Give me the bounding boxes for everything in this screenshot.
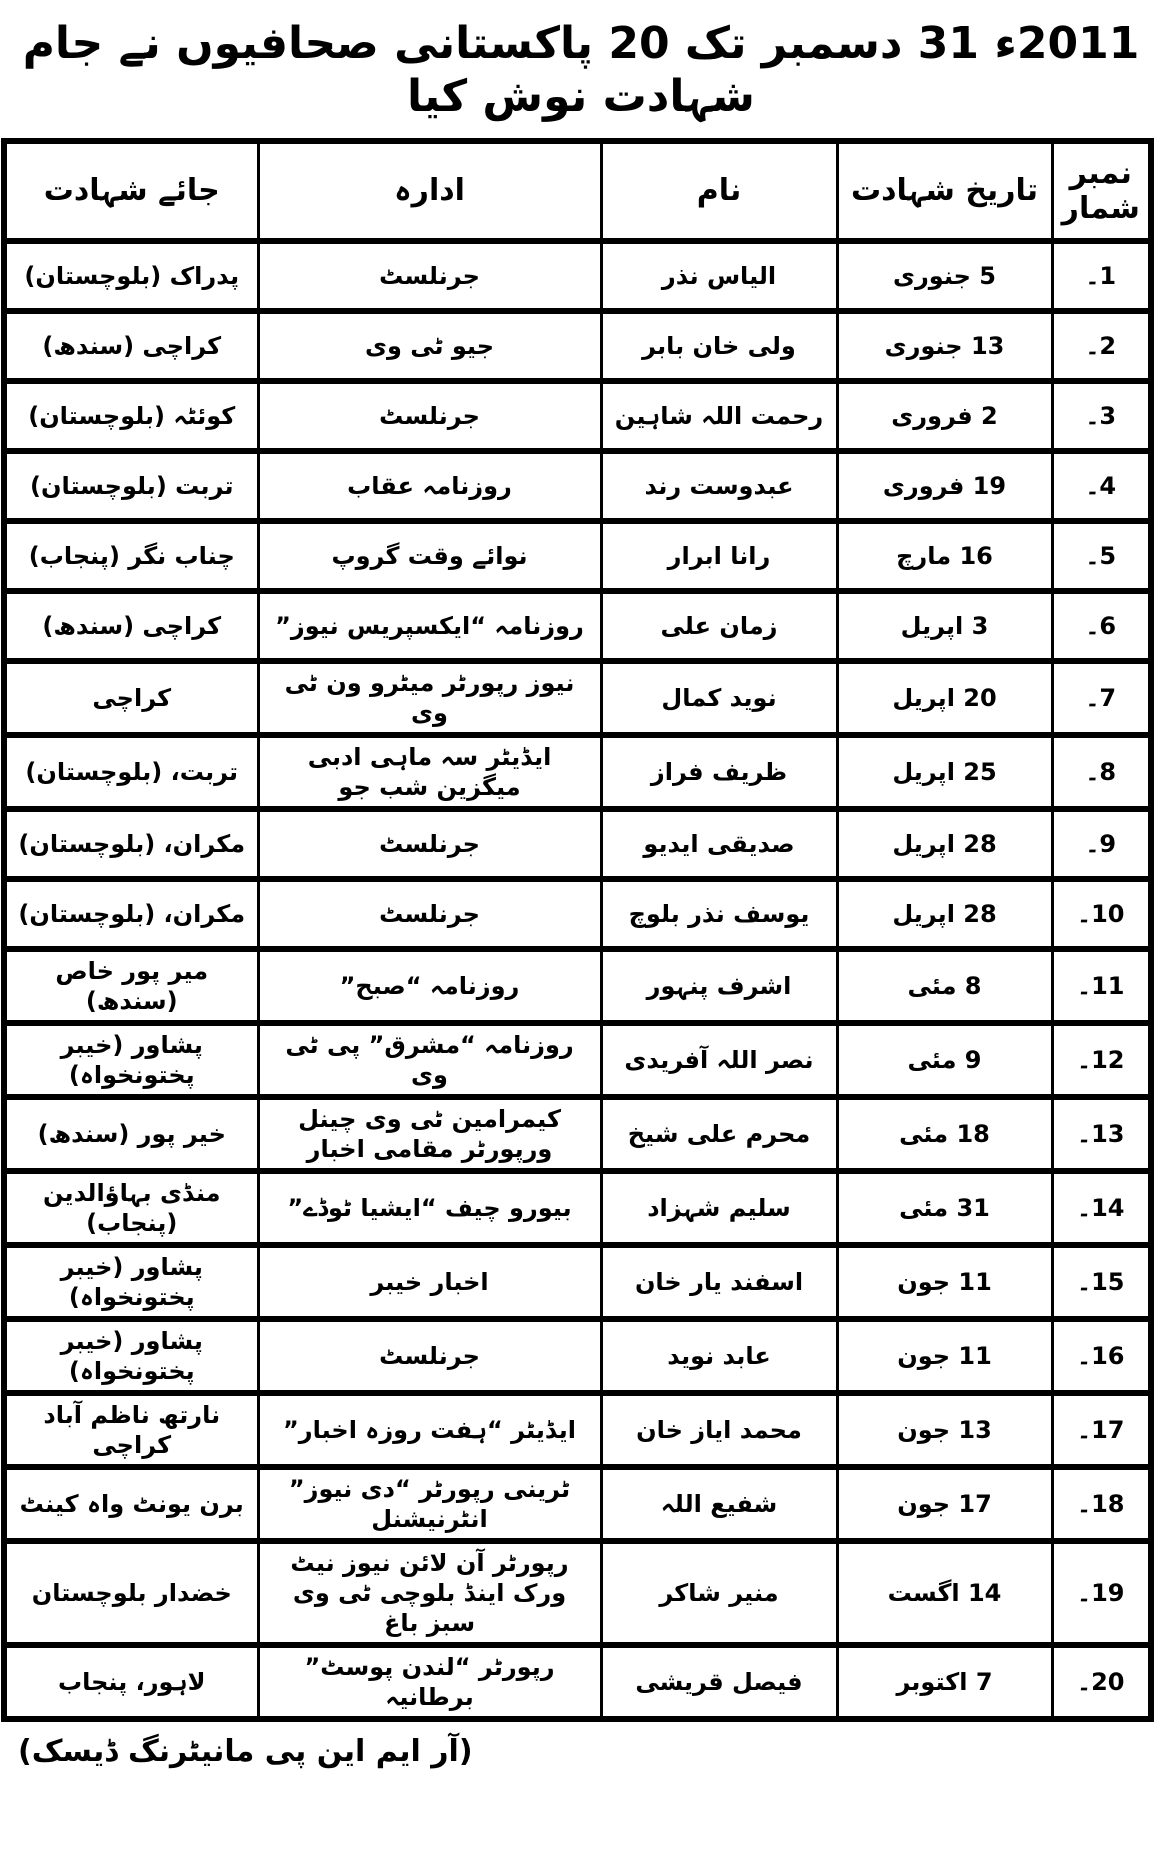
table-row [4, 1245, 1151, 1319]
table-row [4, 1467, 1151, 1541]
cell-serial: 18۔ [1052, 1467, 1151, 1541]
source-credit: (آر ایم این پی مانیٹرنگ ڈیسک) [18, 1733, 473, 1769]
cell-place: تربت (بلوچستان) [4, 451, 258, 521]
cell-name: اسفند یار خان [601, 1245, 837, 1319]
cell-place: پشاور (خیبر پختونخواہ) [4, 1319, 258, 1393]
cell-name: زمان علی [601, 591, 837, 661]
cell-serial: 9۔ [1052, 809, 1151, 879]
cell-organization: روزنامہ “مشرق” پی ٹی وی [258, 1023, 601, 1097]
cell-serial: 10۔ [1052, 879, 1151, 949]
table-row [4, 1393, 1151, 1467]
cell-organization: رپورٹر “لندن پوسٹ” برطانیہ [258, 1645, 601, 1719]
cell-name: ظریف فراز [601, 735, 837, 809]
table-row [4, 809, 1151, 879]
cell-date: 19 فروری [837, 451, 1052, 521]
header-cell-organization: ادارہ [258, 141, 601, 241]
cell-date: 18 مئی [837, 1097, 1052, 1171]
cell-organization: جیو ٹی وی [258, 311, 601, 381]
cell-serial: 7۔ [1052, 661, 1151, 735]
table-row [4, 381, 1151, 451]
cell-name: عبدوست رند [601, 451, 837, 521]
cell-serial: 6۔ [1052, 591, 1151, 661]
table-row [4, 879, 1151, 949]
cell-name: یوسف نذر بلوچ [601, 879, 837, 949]
cell-place: کراچی (سندھ) [4, 311, 258, 381]
cell-organization: جرنلسٹ [258, 809, 601, 879]
cell-organization: جرنلسٹ [258, 1319, 601, 1393]
cell-date: 28 اپریل [837, 879, 1052, 949]
cell-name: نوید کمال [601, 661, 837, 735]
cell-name: شفیع اللہ [601, 1467, 837, 1541]
cell-organization: ایڈیٹر سہ ماہی ادبی میگزین شب جو [258, 735, 601, 809]
cell-date: 5 جنوری [837, 241, 1052, 311]
table-row [4, 735, 1151, 809]
cell-date: 16 مارچ [837, 521, 1052, 591]
cell-date: 11 جون [837, 1319, 1052, 1393]
cell-serial: 5۔ [1052, 521, 1151, 591]
table-row [4, 241, 1151, 311]
cell-serial: 13۔ [1052, 1097, 1151, 1171]
cell-place: مکران، (بلوچستان) [4, 809, 258, 879]
cell-name: محرم علی شیخ [601, 1097, 837, 1171]
table-row [4, 521, 1151, 591]
cell-serial: 14۔ [1052, 1171, 1151, 1245]
header-cell-place: جائے شہادت [4, 141, 258, 241]
cell-name: ولی خان بابر [601, 311, 837, 381]
journalists-table [1, 138, 1154, 1722]
cell-serial: 15۔ [1052, 1245, 1151, 1319]
table-row [4, 451, 1151, 521]
cell-date: 17 جون [837, 1467, 1052, 1541]
table-row [4, 949, 1151, 1023]
table-row [4, 1023, 1151, 1097]
cell-name: منیر شاکر [601, 1541, 837, 1645]
cell-serial: 19۔ [1052, 1541, 1151, 1645]
cell-place: پشاور (خیبر پختونخواہ) [4, 1023, 258, 1097]
table-row [4, 1541, 1151, 1645]
cell-name: عابد نوید [601, 1319, 837, 1393]
table-row [4, 661, 1151, 735]
cell-place: پدراک (بلوچستان) [4, 241, 258, 311]
cell-organization: روزنامہ “صبح” [258, 949, 601, 1023]
cell-place: میر پور خاص (سندھ) [4, 949, 258, 1023]
cell-name: سلیم شہزاد [601, 1171, 837, 1245]
cell-name: رحمت اللہ شاہین [601, 381, 837, 451]
cell-organization: ایڈیٹر “ہفت روزہ اخبار” [258, 1393, 601, 1467]
cell-date: 31 مئی [837, 1171, 1052, 1245]
cell-name: فیصل قریشی [601, 1645, 837, 1719]
cell-name: محمد ایاز خان [601, 1393, 837, 1467]
cell-organization: کیمرامین ٹی وی چینل ورپورٹر مقامی اخبار [258, 1097, 601, 1171]
header-cell-date: تاریخ شہادت [837, 141, 1052, 241]
cell-date: 8 مئی [837, 949, 1052, 1023]
cell-serial: 2۔ [1052, 311, 1151, 381]
cell-date: 7 اکتوبر [837, 1645, 1052, 1719]
table-row [4, 591, 1151, 661]
cell-date: 3 اپریل [837, 591, 1052, 661]
cell-organization: بیورو چیف “ایشیا ٹوڈے” [258, 1171, 601, 1245]
cell-place: چناب نگر (پنجاب) [4, 521, 258, 591]
cell-place: خیر پور (سندھ) [4, 1097, 258, 1171]
cell-place: کراچی (سندھ) [4, 591, 258, 661]
cell-organization: روزنامہ عقاب [258, 451, 601, 521]
cell-organization: جرنلسٹ [258, 381, 601, 451]
cell-place: کراچی [4, 661, 258, 735]
cell-place: مکران، (بلوچستان) [4, 879, 258, 949]
table-row [4, 1319, 1151, 1393]
table-row [4, 1171, 1151, 1245]
cell-name: نصر اللہ آفریدی [601, 1023, 837, 1097]
cell-name: صدیقی ایدیو [601, 809, 837, 879]
cell-date: 2 فروری [837, 381, 1052, 451]
cell-serial: 16۔ [1052, 1319, 1151, 1393]
header-cell-name: نام [601, 141, 837, 241]
cell-organization: ٹرینی رپورٹر “دی نیوز” انٹرنیشنل [258, 1467, 601, 1541]
page-title: 2011ء 31 دسمبر تک 20 پاکستانی صحافیوں نے جام شہادت نوش کیا [22, 18, 1140, 122]
cell-organization: نوائے وقت گروپ [258, 521, 601, 591]
table-row [4, 1645, 1151, 1719]
table-row [4, 1097, 1151, 1171]
cell-organization: جرنلسٹ [258, 879, 601, 949]
cell-serial: 4۔ [1052, 451, 1151, 521]
cell-name: الیاس نذر [601, 241, 837, 311]
cell-place: خضدار بلوچستان [4, 1541, 258, 1645]
cell-date: 9 مئی [837, 1023, 1052, 1097]
cell-place: برن یونٹ واہ کینٹ [4, 1467, 258, 1541]
cell-date: 14 اگست [837, 1541, 1052, 1645]
cell-organization: رپورٹر آن لائن نیوز نیٹ ورک اینڈ بلوچی ٹی وی سبز باغ [258, 1541, 601, 1645]
cell-date: 20 اپریل [837, 661, 1052, 735]
cell-place: لاہور، پنجاب [4, 1645, 258, 1719]
table-row [4, 311, 1151, 381]
table-header-row [4, 141, 1151, 241]
cell-serial: 17۔ [1052, 1393, 1151, 1467]
cell-serial: 20۔ [1052, 1645, 1151, 1719]
cell-place: تربت، (بلوچستان) [4, 735, 258, 809]
cell-date: 25 اپریل [837, 735, 1052, 809]
cell-organization: جرنلسٹ [258, 241, 601, 311]
cell-serial: 1۔ [1052, 241, 1151, 311]
cell-date: 13 جنوری [837, 311, 1052, 381]
cell-name: اشرف پنہور [601, 949, 837, 1023]
cell-place: نارتھ ناظم آباد کراچی [4, 1393, 258, 1467]
cell-name: رانا ابرار [601, 521, 837, 591]
cell-serial: 8۔ [1052, 735, 1151, 809]
cell-serial: 11۔ [1052, 949, 1151, 1023]
cell-organization: نیوز رپورٹر میٹرو ون ٹی وی [258, 661, 601, 735]
header-cell-serial: نمبر شمار [1052, 141, 1151, 241]
cell-date: 28 اپریل [837, 809, 1052, 879]
cell-place: کوئٹہ (بلوچستان) [4, 381, 258, 451]
cell-date: 13 جون [837, 1393, 1052, 1467]
cell-organization: روزنامہ “ایکسپریس نیوز” [258, 591, 601, 661]
cell-serial: 12۔ [1052, 1023, 1151, 1097]
cell-place: منڈی بہاؤالدین (پنجاب) [4, 1171, 258, 1245]
cell-date: 11 جون [837, 1245, 1052, 1319]
cell-place: پشاور (خیبر پختونخواہ) [4, 1245, 258, 1319]
table-body [4, 241, 1151, 1719]
cell-serial: 3۔ [1052, 381, 1151, 451]
cell-organization: اخبار خیبر [258, 1245, 601, 1319]
